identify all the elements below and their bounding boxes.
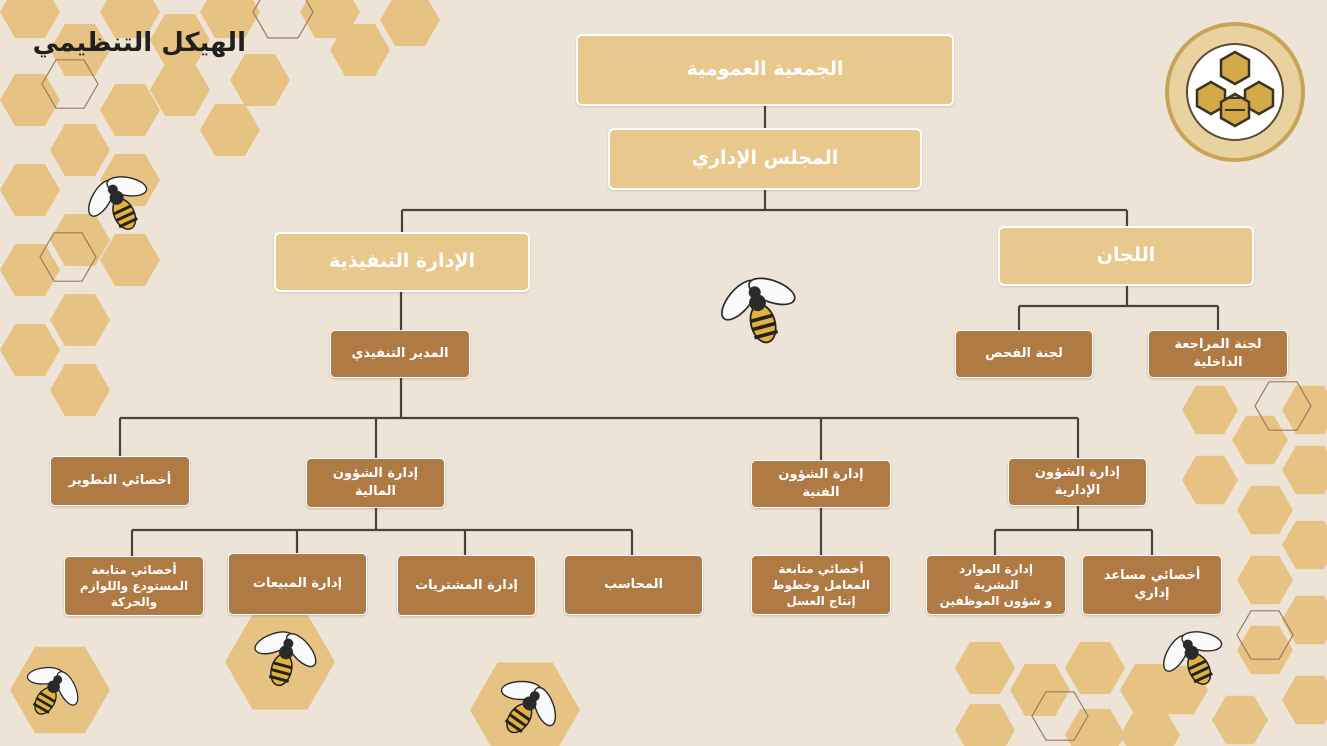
honeycomb-icon <box>1010 664 1070 716</box>
honeycomb-icon <box>1237 486 1293 534</box>
node-general-assembly: الجمعية العمومية <box>576 34 954 106</box>
node-accountant: المحاسب <box>564 555 703 615</box>
node-hr-management: إدارة الموارد البشرية و شؤون الموظفين <box>926 555 1066 615</box>
honeycomb-icon <box>100 84 160 136</box>
node-technical-affairs: إدارة الشؤون الفنية <box>751 460 891 508</box>
honeycomb-icon <box>0 244 60 296</box>
honeycomb-icon <box>955 704 1015 746</box>
honeycomb-icon <box>50 294 110 346</box>
node-executive-director: المدير التنفيذي <box>330 330 470 378</box>
node-internal-audit-committee: لجنة المراجعة الداخلية <box>1148 330 1288 378</box>
honeycomb-icon <box>1282 596 1327 644</box>
node-warehouse-specialist: أخصائي متابعة المستودع واللوازم والحركة <box>64 556 204 616</box>
honeycomb-icon <box>0 164 60 216</box>
node-examination-committee: لجنة الفحص <box>955 330 1093 378</box>
node-sales: إدارة المبيعات <box>228 553 367 615</box>
node-labs-specialist: أخصائي متابعة المعامل وخطوط إنتاج العسل <box>751 555 891 615</box>
honeycomb-icon <box>1282 446 1327 494</box>
bee-icon <box>709 263 810 353</box>
node-development-specialist: أخصائي التطوير <box>50 456 190 506</box>
honeycomb-icon <box>100 234 160 286</box>
honeycomb-icon <box>200 104 260 156</box>
honeycomb-icon <box>380 0 440 46</box>
node-administrative-affairs: إدارة الشؤون الإدارية <box>1008 458 1147 506</box>
honeycomb-icon <box>1065 642 1125 694</box>
node-board: المجلس الإداري <box>608 128 922 190</box>
node-financial-affairs: إدارة الشؤون المالية <box>306 458 445 508</box>
honeycomb-icon <box>50 214 110 266</box>
honeycomb-icon <box>150 64 210 116</box>
honeycomb-icon <box>1232 416 1288 464</box>
honeycomb-icon <box>50 364 110 416</box>
honeycomb-icon <box>1282 386 1327 434</box>
honeycomb-icon <box>1282 676 1327 724</box>
honeycomb-icon <box>1282 521 1327 569</box>
node-committees: اللجان <box>998 226 1254 286</box>
association-logo <box>1163 20 1307 164</box>
honeycomb-icon <box>230 54 290 106</box>
node-procurement: إدارة المشتريات <box>397 555 536 616</box>
honeycomb-icon <box>1182 456 1238 504</box>
node-admin-assistant: أخصائي مساعد إداري <box>1082 555 1222 615</box>
honeycomb-icon <box>0 324 60 376</box>
honeycomb-icon <box>1212 696 1268 744</box>
honeycomb-icon <box>1182 386 1238 434</box>
honeycomb-icon <box>955 642 1015 694</box>
honeycomb-icon <box>1237 556 1293 604</box>
node-executive-management: الإدارة التنفيذية <box>274 232 530 292</box>
honeycomb-icon <box>1120 709 1180 746</box>
page-title: الهيكل التنظيمي <box>32 28 246 58</box>
honeycomb-icon <box>50 124 110 176</box>
